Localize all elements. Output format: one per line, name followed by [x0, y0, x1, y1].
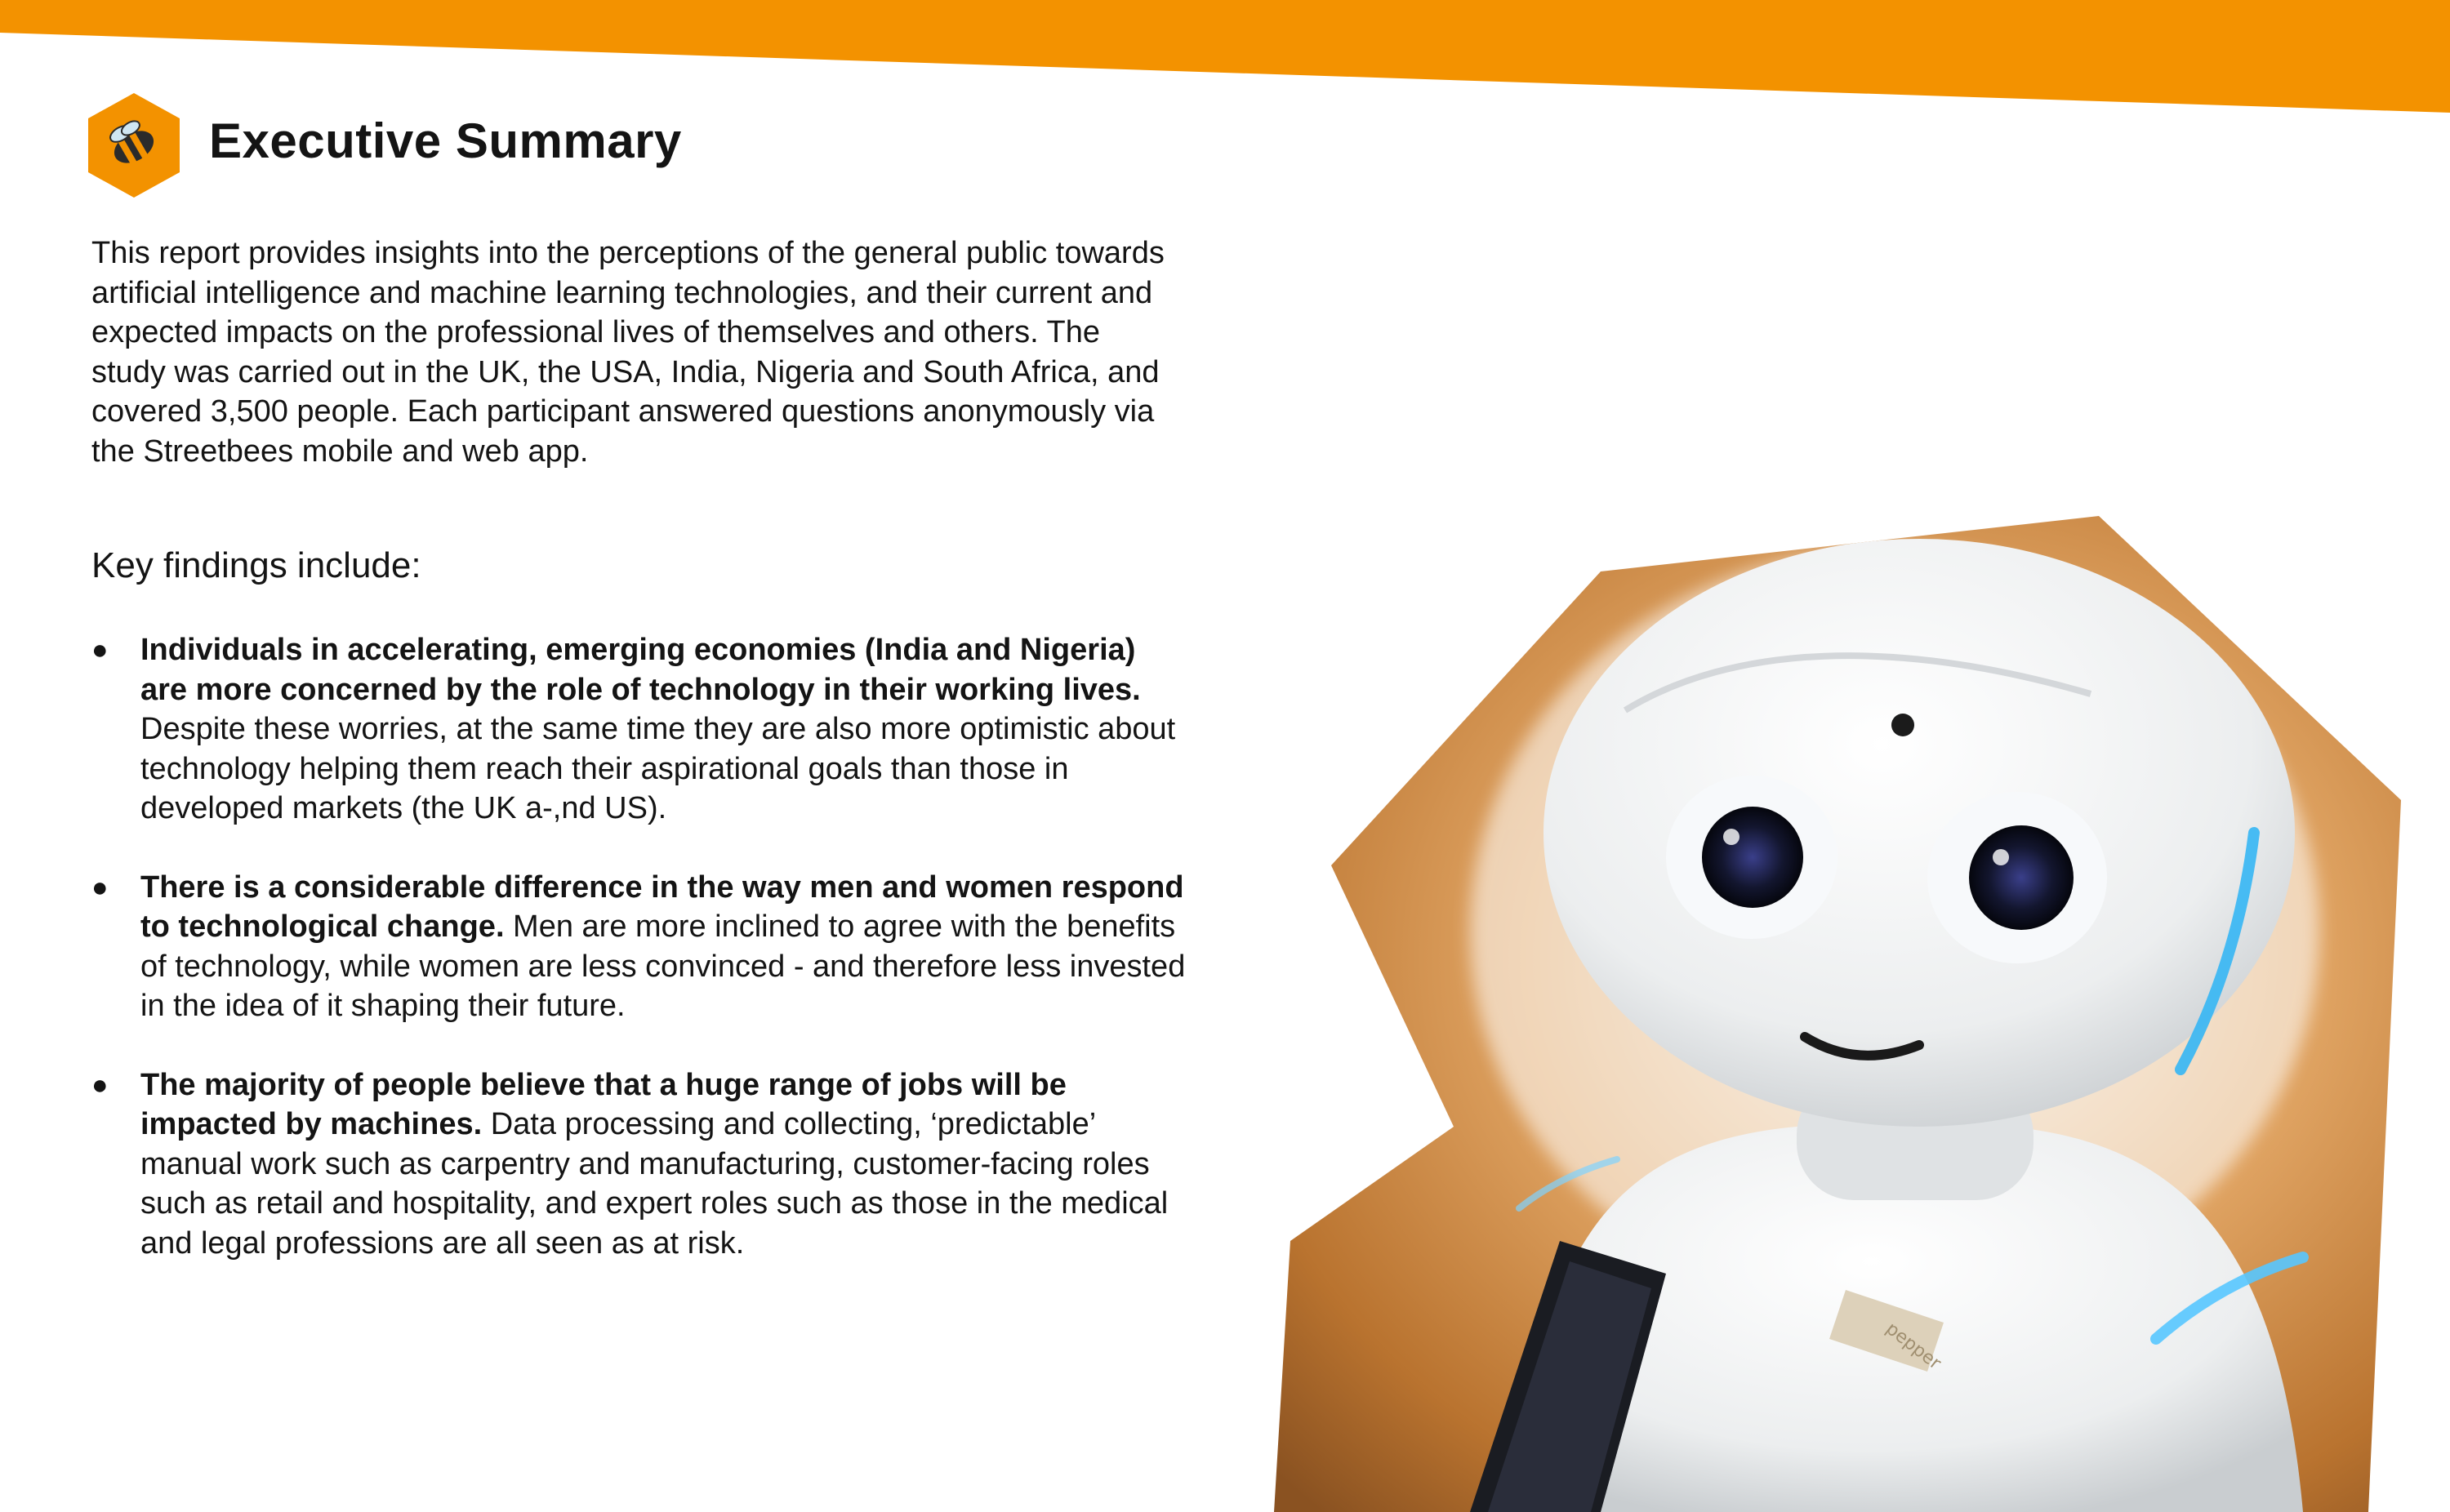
finding-text: Data processing and collecting, ‘predictable’ manual work such as carpentry and manufacturing, customer-facing roles such as retail and hospitality, and expert roles such as those in the medical and legal professions are all seen as at risk.	[140, 1107, 1169, 1261]
key-findings-heading: Key findings include:	[91, 545, 421, 585]
bullet-icon: ●	[91, 634, 109, 665]
robot-photo	[1274, 506, 2450, 1512]
finding-bold: There is a considerable difference in the way men and women respond to technological change.	[140, 869, 1184, 944]
finding-item	[91, 630, 1186, 829]
finding-text: Despite these worries, at the same time they are also more optimistic about technology helping them reach their aspirational goals than those in developed markets (the UK a-,nd US).	[140, 712, 1176, 825]
key-findings-list	[91, 630, 1186, 1302]
finding-item	[91, 1065, 1186, 1264]
bullet-icon: ●	[91, 1069, 109, 1101]
finding-item	[91, 868, 1186, 1026]
page-title: Executive Summary	[209, 113, 682, 168]
robot-badge-text: pepper	[1882, 1319, 1945, 1374]
finding-text: Men are more inclined to agree with the benefits of technology, while women are less convinced - and therefore less invested in the idea of it shaping their future.	[140, 909, 1186, 1023]
intro-paragraph: This report provides insights into the perceptions of the general public towards artificial intelligence and machine learning technologies, and their current and expected impacts on the professional lives of themselves and others. The study was carried out in the UK, the USA, India, Nigeria and South Africa, and covered 3,500 people. Each participant answered questions anonymously via the Streetbees mobile and web app.	[91, 236, 1165, 469]
finding-bold: The majority of people believe that a huge range of jobs will be impacted by machines.	[140, 1067, 1067, 1141]
bee-hexagon-icon	[85, 91, 183, 199]
header-band	[0, 0, 2450, 114]
finding-bold: Individuals in accelerating, emerging economies (India and Nigeria) are more concerned by the role of technology in their working lives.	[140, 633, 1141, 707]
bullet-icon: ●	[91, 871, 109, 903]
